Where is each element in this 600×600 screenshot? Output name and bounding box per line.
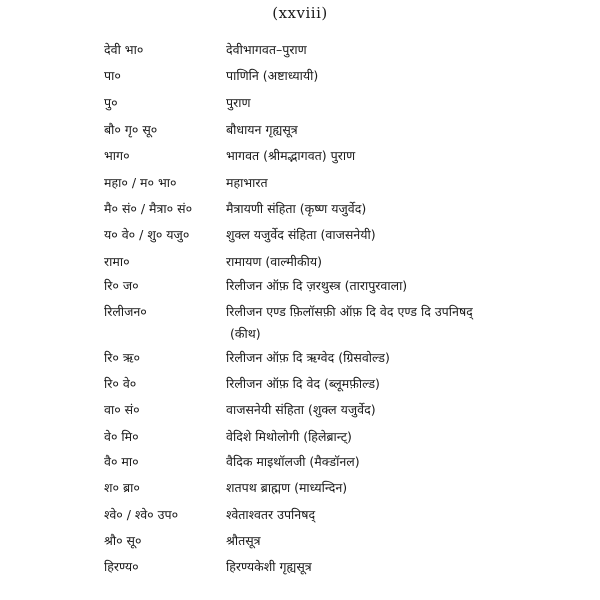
abbreviation: श्रौ० सू० [104,533,142,548]
list-item [0,199,600,221]
full-form: वैदिक माइथॉलजी (मैक्डॉनल) [226,454,360,469]
abbreviation: हिरण्य० [104,559,139,574]
full-form: हिरण्यकेशी गृह्यसूत्र [226,559,312,574]
abbreviation: बौ० गृ० सू० [104,122,158,137]
abbreviation: य० वे० / शु० यजु० [104,227,190,242]
list-item [0,348,600,370]
full-form: वाजसनेयी संहिता (शुक्ल यजुर्वेद) [226,402,376,417]
list-item [0,505,600,527]
list-item [0,93,600,115]
full-form: रिलीजन एण्ड फ़िलॉसफ़ी ऑफ़ दि वेद एण्ड दि उपनिषद् [226,304,473,319]
list-item [0,252,600,274]
full-form: रिलीजन ऑफ़ दि ऋग्वेद (ग्रिसवोल्ड) [226,350,390,365]
abbreviation: श्वे० / श्वे० उप० [104,507,179,522]
list-item-continuation [0,324,600,346]
full-form: भागवत (श्रीमद्भागवत) पुराण [226,148,356,163]
full-form: बौधायन गृह्यसूत्र [226,122,298,137]
full-form: वेदिशे मिथोलोगी (हिलेब्रान्ट्) [226,429,352,444]
abbreviation: रि० ज० [104,278,139,293]
list-item [0,120,600,142]
abbreviation: वै० मा० [104,454,139,469]
abbreviation: रिलीजन० [104,304,147,319]
full-form-line2: (कीथ) [230,326,261,341]
full-form: पाणिनि (अष्टाध्यायी) [226,68,319,83]
list-item [0,427,600,449]
abbreviation: वे० मि० [104,429,139,444]
full-form: श्वेताश्वतर उपनिषद् [226,507,316,522]
list-item [0,531,600,553]
list-item [0,173,600,195]
full-form: देवीभागवत–पुराण [226,42,307,57]
full-form: पुराण [226,95,251,110]
list-item [0,146,600,168]
abbreviation: पा० [104,68,121,83]
list-item [0,557,600,579]
full-form: रिलीजन ऑफ़ दि ज़रथुस्त्र (तारापुरवाला) [226,278,408,293]
abbreviation: श० ब्रा० [104,480,140,495]
list-item [0,400,600,422]
full-form: महाभारत [226,175,268,190]
list-item [0,452,600,474]
list-item [0,478,600,500]
full-form: शुक्ल यजुर्वेद संहिता (वाजसनेयी) [226,227,376,242]
list-item [0,276,600,298]
full-form: रामायण (वाल्मीकीय) [226,254,322,269]
page-number: (xxviii) [272,4,328,22]
full-form: श्रौतसूत्र [226,533,261,548]
abbreviation: मै० सं० / मैत्रा० सं० [104,201,193,216]
abbreviation: पु० [104,95,118,110]
full-form: शतपथ ब्राह्मण (माध्यन्दिन) [226,480,348,495]
abbreviation: रामा० [104,254,130,269]
abbreviation: महा० / म० भा० [104,175,177,190]
full-form: मैत्रायणी संहिता (कृष्ण यजुर्वेद) [226,201,367,216]
list-item [0,40,600,62]
list-item [0,66,600,88]
abbreviation: रि० वे० [104,376,137,391]
abbreviation: भाग० [104,148,130,163]
list-item [0,374,600,396]
full-form: रिलीजन ऑफ़ दि वेद (ब्लूमफ़ील्ड) [226,376,380,391]
abbreviation: वा० सं० [104,402,140,417]
abbreviation: रि० ऋ० [104,350,140,365]
abbreviation: देवी भा० [104,42,144,57]
list-item [0,225,600,247]
list-item [0,302,600,324]
